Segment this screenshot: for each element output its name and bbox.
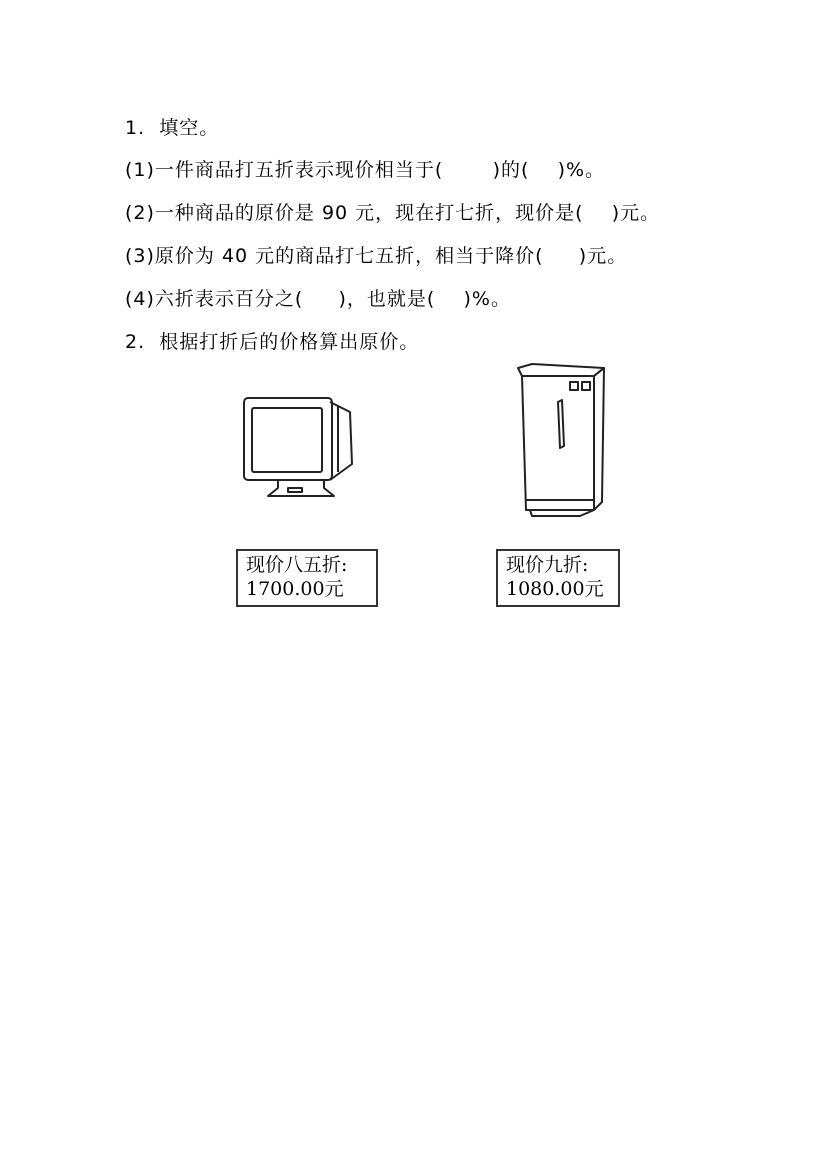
refrigerator-price-tag: [496, 549, 620, 607]
monitor-price: 1700.00元: [246, 578, 344, 600]
q1-item-2: (2)一种商品的原价是 90 元，现在打七折，现价是( )元。: [125, 202, 661, 224]
monitor-illustration: [238, 392, 358, 507]
q1-heading: 1. 填空。: [125, 117, 220, 139]
refrigerator-price: 1080.00元: [506, 578, 604, 600]
refrigerator-discount-label: 现价九折:: [506, 554, 589, 576]
monitor-price-tag: [236, 549, 378, 607]
q1-item-1: (1)一件商品打五折表示现价相当于( )的( )%。: [125, 159, 606, 181]
q2-heading: 2. 根据打折后的价格算出原价。: [125, 331, 420, 353]
q1-item-3: (3)原价为 40 元的商品打七五折，相当于降价( )元。: [125, 245, 628, 267]
refrigerator-illustration: [510, 362, 610, 522]
q1-item-4: (4)六折表示百分之( )，也就是( )%。: [125, 288, 511, 310]
monitor-discount-label: 现价八五折:: [246, 554, 348, 576]
